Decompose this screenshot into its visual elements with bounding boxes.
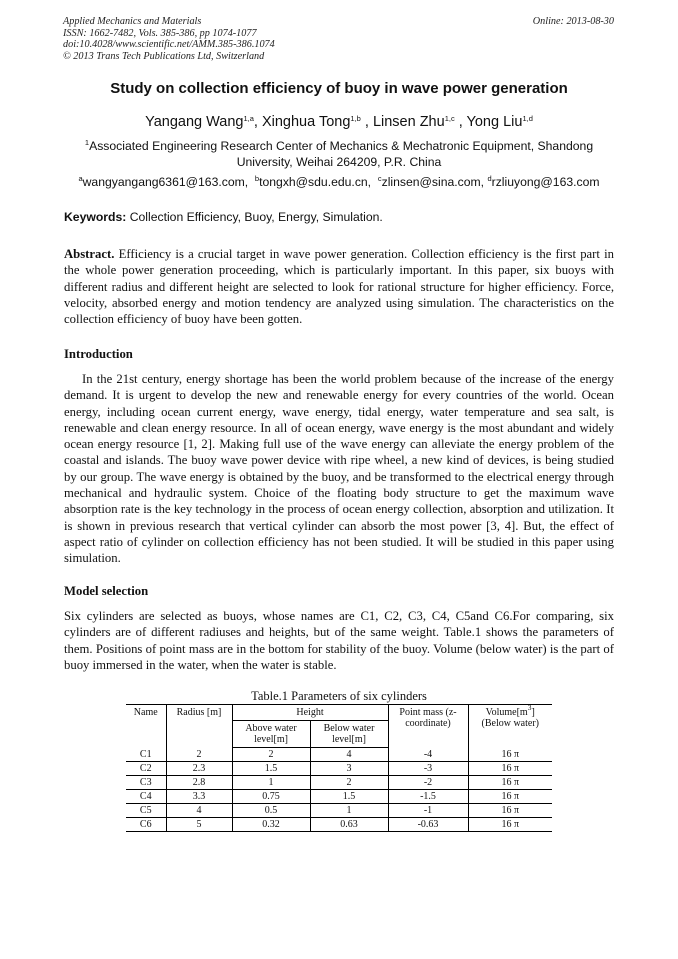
model-selection-text: Six cylinders are selected as buoys, whose names are C1, C2, C3, C4, C5and C6.For comparing, six cylinders are of different radiuses and heights, but of the same weight. Table.1 shows the parameters of them. Positions of point mass are in the bottom for stability of the buoy. Volume (below water) is the part of buoy immersed in the water, when the water is stable. — [64, 609, 614, 672]
cell-name: C6 — [126, 818, 166, 832]
cell-name: C2 — [126, 762, 166, 776]
abstract-text: Efficiency is a crucial target in wave power generation. Collection efficiency is the first part in the whole power generation proceeding, which is particularly important. In this paper, six buoys with different radius and different height are selected to look for rational structure for higher efficiency. Force, velocity, absorbed energy and motion tendency are analyzed using simulation. The characteristics on the collection efficiency of buoy have been gotten. — [64, 247, 614, 327]
keywords — [64, 210, 624, 224]
cell-radius: 4 — [166, 804, 232, 818]
cell-below-water: 1.5 — [310, 790, 388, 804]
col-header-height: Height — [232, 705, 388, 721]
email-mark: a — [78, 174, 83, 183]
author-separator: , — [454, 114, 467, 130]
table-row — [126, 818, 552, 832]
col-header-point-mass: Point mass (z-coordinate) — [388, 705, 468, 748]
cell-name: C1 — [139, 748, 152, 760]
cell-radius: 5 — [166, 818, 232, 832]
cell-above-water: 0.75 — [232, 790, 310, 804]
table-caption: Table.1 Parameters of six cylinders — [251, 689, 427, 703]
cell-volume: 16 π — [468, 804, 552, 818]
author-separator: , — [253, 114, 262, 130]
author-name: Yangang Wang — [145, 114, 244, 130]
cell-below-water: 2 — [310, 776, 388, 790]
cell-above-water: 0.5 — [232, 804, 310, 818]
copyright-line: © 2013 Trans Tech Publications Ltd, Switzerland — [63, 50, 265, 62]
email-address[interactable]: wangyangang6361@163.com, — [82, 175, 249, 189]
author-separator: , — [360, 114, 373, 130]
abstract-label: Abstract. — [64, 247, 115, 261]
online-date: Online: 2013-08-30 — [532, 16, 614, 27]
cell-below-water: 3 — [310, 762, 388, 776]
introduction-heading: Introduction — [64, 347, 133, 361]
email-list — [0, 175, 678, 189]
paper-title: Study on collection efficiency of buoy in wave power generation — [110, 80, 568, 97]
doi-line: doi:10.4028/www.scientific.net/AMM.385-386.1074 — [63, 39, 275, 51]
author-affil-mark: 1,c — [444, 114, 455, 123]
cell-volume: 16 π — [468, 762, 552, 776]
col-header-volume — [468, 705, 552, 748]
affiliation-mark: 1 — [84, 138, 90, 147]
table-row — [126, 748, 552, 762]
keywords-text: Collection Efficiency, Buoy, Energy, Simulation. — [129, 210, 383, 224]
journal-name: Applied Mechanics and Materials — [63, 16, 202, 27]
cell-name: C5 — [126, 804, 166, 818]
col-header-name: Name — [126, 705, 166, 748]
cell-above-water: 0.32 — [232, 818, 310, 832]
journal-header — [63, 16, 275, 62]
cell-volume: 16 π — [468, 748, 552, 762]
cell-radius: 2 — [166, 748, 232, 762]
author-name: Linsen Zhu — [372, 114, 445, 130]
volume-label-rest: ] (Below water) — [481, 707, 539, 729]
table-row — [126, 804, 552, 818]
cell-below-water: 4 — [310, 748, 388, 762]
email-address[interactable]: rzliuyong@163.com — [491, 175, 600, 189]
cell-point-mass: -1 — [388, 804, 468, 818]
email-mark: b — [254, 174, 260, 183]
keywords-label: Keywords: — [64, 210, 127, 224]
cell-name: C4 — [126, 790, 166, 804]
email-address[interactable]: zlinsen@sina.com, — [381, 175, 485, 189]
cell-below-water: 1 — [310, 804, 388, 818]
cell-point-mass: -3 — [388, 762, 468, 776]
author-affil-mark: 1,d — [522, 114, 533, 123]
cell-point-mass: -4 — [388, 748, 468, 762]
author-affil-mark: 1,a — [243, 114, 254, 123]
abstract — [64, 246, 614, 327]
volume-exponent: 3 — [527, 703, 532, 712]
col-header-radius: Radius [m] — [166, 705, 232, 748]
model-selection-heading: Model selection — [64, 584, 149, 598]
cell-name: C3 — [126, 776, 166, 790]
author-affil-mark: 1,b — [350, 114, 361, 123]
email-mark: d — [487, 174, 492, 183]
cell-above-water: 1.5 — [232, 762, 310, 776]
cell-radius: 3.3 — [166, 790, 232, 804]
affiliation — [70, 138, 608, 170]
col-header-above-water: Above water level[m] — [232, 721, 310, 748]
affiliation-text: Associated Engineering Research Center of Mechanics & Mechatronic Equipment, Shandong University, Weihai 264209, P.R. China — [89, 139, 594, 169]
author-name: Xinghua Tong — [261, 114, 351, 130]
cell-point-mass: -0.63 — [388, 818, 468, 832]
table-row — [126, 776, 552, 790]
table-row — [126, 762, 552, 776]
col-header-below-water: Below water level[m] — [310, 721, 388, 748]
cell-point-mass: -2 — [388, 776, 468, 790]
cell-radius: 2.8 — [166, 776, 232, 790]
email-address[interactable]: tongxh@sdu.edu.cn, — [259, 175, 372, 189]
issn-line: ISSN: 1662-7482, Vols. 385-386, pp 1074-1077 — [63, 27, 257, 39]
introduction-text: In the 21st century, energy shortage has been the world problem because of the increase of the energy demand. It is urgent to develop the new and renewable energy for every countries of the world. Ocean energy, including ocean current energy, wave energy, tidal energy, water temperature and sea salt, is renewable and clean energy resource. In all of ocean energy, wave energy is the most abundant and widely ocean energy resource [1, 2]. Making full use of the wave energy can alleviate the energy problem of the coastal and islands. The buoy wave power device with ripe wheel, a new kind of devices, is being studied by our group. The wave energy is obtained by the buoy, and be transformed to the electrical energy through mechanical and hydraulic system. Choice of the floating body structure to get the maximum wave absorption rate is the key technology in the process of ocean energy collection, absorption and utilization. It is shown in previous research that vertical cylinder can absorb the most power [3, 4]. But, the effect of aspect ratio of cylinder on collection efficiency has not been studied. It will be studied in this paper using simulation. — [64, 372, 614, 566]
cell-point-mass: -1.5 — [388, 790, 468, 804]
author-name: Yong Liu — [466, 114, 523, 130]
volume-label: Volume[m — [485, 707, 528, 718]
cell-above-water: 2 — [232, 748, 310, 762]
cell-volume: 16 π — [468, 776, 552, 790]
cell-below-water: 0.63 — [310, 818, 388, 832]
email-mark: c — [377, 174, 382, 183]
author-list — [0, 114, 678, 130]
cell-volume: 16 π — [468, 818, 552, 832]
table-row — [126, 790, 552, 804]
parameters-table — [126, 704, 552, 832]
cell-above-water: 1 — [232, 776, 310, 790]
cell-radius: 2.3 — [166, 762, 232, 776]
cell-volume: 16 π — [468, 790, 552, 804]
